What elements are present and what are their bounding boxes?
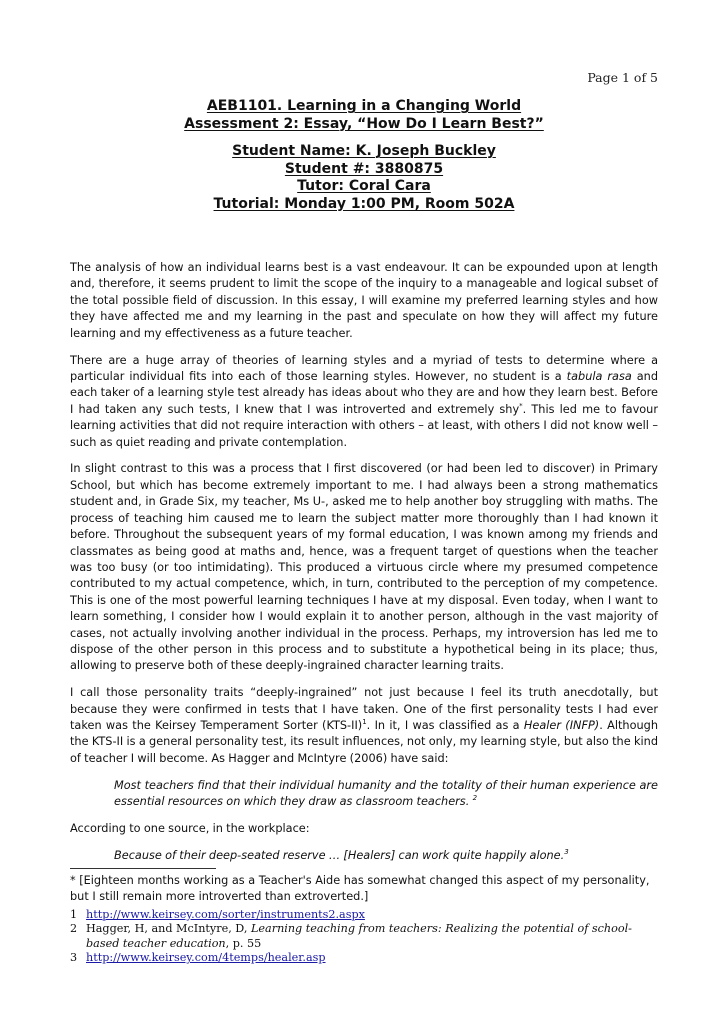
footnote-2-title: Learning teaching from teachers: Realizing the potential of school-based teacher education bbox=[86, 922, 632, 950]
paragraph-5: According to one source, in the workplace: bbox=[70, 822, 310, 836]
paragraph-4: I call those personality traits “deeply-ingrained” not just because I feel its truth anecdotally, but because they were confirmed in tests that I have taken. One of the first personality tests I had ever taken was the Keirsey Temperament Sorter $(KTS-II)^1$. In it, I was classified as a Healer (INFP). Although the KTS-II is a general personality test, its result influences, not only, my learning style, but also the kind of teacher I will become. As Hagger and McIntyre (2006) have said: bbox=[70, 686, 658, 765]
paragraph-3: In slight contrast to this was a process that I first discovered (or had been led to discover) in Primary School, but which has become extremely important to me. I had always been a strong mathematics student and, in Grade Six, my teacher, Ms U-, asked me to help another boy struggling with maths. The process of teaching him caused me to learn the subject matter more thoroughly than I had known it before. Throughout the subsequent years of my formal education, I was known among my friends and classmates as being good at maths and, hence, was a frequent target of questions when the teacher was too busy (or too intimidating). This produced a virtuous circle where my presumed competence contributed to my actual competence, which, in turn, contributed to the perception of my competence. This is one of the most powerful learning techniques I have at my disposal. Even today, when I want to learn something, I consider how I would explain it to another person, although in the vast majority of cases, not actually involving another individual in the process. Perhaps, my introversion has led me to dispose of the other person in this process and to substitute a hypothetical being in its place; thus, allowing to preserve both of these deeply-ingrained character learning traits. bbox=[70, 462, 658, 673]
tutorial-info: Tutorial: Monday 1:00 PM, Room 502A bbox=[213, 195, 515, 212]
paragraph-1: The analysis of how an individual learns best is a vast endeavour. It can be expounded upon at length and, therefore, it seems prudent to limit the scope of the inquiry to a manageable and logical subset of the total possible field of discussion. In this essay, I will examine my preferred learning styles and how they have affected me and my learning in the past and speculate on how they will affect my future learning and my effectiveness as a future teacher. bbox=[70, 261, 658, 340]
title-block bbox=[0, 98, 728, 213]
block-quote-1: Most teachers find that their individual humanity and the totality of their human experience are essential resources on which they draw as classroom teachers. $^2$ bbox=[114, 778, 658, 809]
assessment-title: Assessment 2: Essay, “How Do I Learn Best?” bbox=[184, 115, 544, 132]
tabula-rasa-term: tabula rasa bbox=[566, 369, 632, 383]
student-name: Student Name: K. Joseph Buckley bbox=[232, 143, 496, 159]
footnote-1: 1 http://www.keirsey.com/sorter/instruments2.aspx bbox=[70, 907, 365, 921]
footnote-2: 2 Hagger, H, and McIntyre, D, Learning teaching from teachers: Realizing the potential of school-based teacher education, p. 55 bbox=[70, 922, 632, 950]
block-quote-2: Because of their deep-seated reserve … [Healers] can work quite happily alone.$^3$ bbox=[114, 848, 569, 862]
footnote-star: * [Eighteen months working as a Teacher's Aide has somewhat changed this aspect of my personality, but I still remain more introverted than extroverted.] bbox=[70, 874, 650, 904]
footnote-3-link[interactable]: http://www.keirsey.com/4temps/healer.asp bbox=[86, 951, 326, 965]
paragraph-2: There are a huge array of theories of learning styles and a myriad of tests to determine where a particular individual fits into each of those learning styles. However, no student is a tabula rasa and each taker of a learning style test already has ideas about who they are and how they learn best. Before I had taken any such tests, I knew that I was introverted and extremely shy*. This led me to favour learning activities that did not require interaction with others – at least, with others I did not know well – such as quiet reading and private contemplation. bbox=[70, 353, 658, 449]
student-number: Student #: 3880875 bbox=[284, 160, 444, 177]
footnote-ref-2: 2 bbox=[472, 794, 478, 803]
footnote-star-ref: * bbox=[519, 401, 523, 410]
tutor-name: Tutor: Coral Cara bbox=[297, 178, 431, 194]
footnote-3: 3 http://www.keirsey.com/4temps/healer.asp bbox=[70, 951, 326, 965]
footnote-divider bbox=[70, 868, 216, 869]
healer-term: Healer (INFP) bbox=[523, 719, 600, 733]
page-number: Page 1 of 5 bbox=[587, 70, 658, 85]
course-title: AEB1101. Learning in a Changing World bbox=[206, 98, 522, 114]
footnote-ref-3: 3 bbox=[564, 848, 569, 857]
footnote-ref-1: 1 bbox=[362, 718, 367, 727]
essay-body bbox=[70, 260, 658, 875]
footnote-1-link[interactable]: http://www.keirsey.com/sorter/instruments2.aspx bbox=[86, 907, 365, 921]
footnotes bbox=[70, 873, 658, 966]
